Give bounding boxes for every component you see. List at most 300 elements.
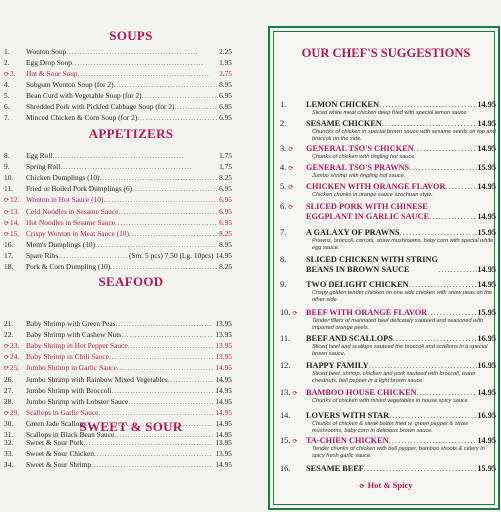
item-name: Baby Shrimp with Cashew Nuts: [26, 330, 122, 340]
item-name: Sweet & Sour Pork: [26, 438, 84, 447]
item-number: [4, 173, 26, 182]
item-name: Wonton Soup: [26, 47, 67, 56]
chef-item-number: [280, 436, 306, 447]
chef-item-name: SESAME BEEF: [306, 464, 364, 473]
item-number: [4, 184, 26, 193]
chef-item-price: 14.95: [477, 388, 496, 397]
appetizers-title: APPETIZERS: [88, 126, 174, 141]
item-price: 14.95: [215, 430, 232, 439]
dot-leader: [121, 330, 213, 339]
item-price: 6.95: [219, 195, 232, 205]
item-number: [4, 319, 26, 328]
item-number: [4, 91, 26, 100]
chef-item-name: BEEF WITH ORANGE FLAVOR: [306, 308, 428, 317]
chef-item-number-text: 1.: [280, 100, 287, 109]
item-price: 8.95: [219, 80, 232, 89]
item-name: Scallops in Black Bean Sauce: [26, 430, 115, 439]
item-number-text: 34.: [4, 460, 14, 469]
item-name: Jumbo Shrimp with Broccoli: [26, 385, 112, 395]
menu-item: [4, 375, 232, 384]
chili-pepper-icon: ⟳: [288, 147, 294, 153]
chef-item-number-text: 8.: [280, 255, 287, 264]
item-name: Egg Roll: [26, 151, 53, 160]
item-number: [4, 58, 26, 67]
dot-leader: [95, 240, 217, 249]
dot-leader: [132, 184, 217, 193]
chef-item: [280, 361, 496, 371]
item-number: [4, 460, 26, 469]
chef-item-number: [280, 464, 306, 474]
chef-item-number: [280, 144, 306, 155]
chili-pepper-icon: ⟳: [4, 72, 10, 78]
chef-item-number-text: 2.: [280, 119, 287, 128]
menu-item: [4, 319, 232, 328]
chef-item-name: BEEF AND SCALLOPS: [306, 334, 393, 343]
menu-item: [4, 102, 232, 111]
menu-item: [4, 330, 232, 339]
chef-item-number-text: 15.: [280, 436, 291, 445]
chef-item-name-line1: SLICED CHICKEN WITH STRING: [306, 255, 438, 264]
item-number-text: 11.: [4, 184, 13, 194]
item-price: 14.95: [215, 385, 232, 395]
item-number-text: 10.: [4, 173, 14, 183]
chef-item: [280, 255, 496, 275]
item-number: [4, 207, 26, 216]
item-price: 14.95: [215, 363, 232, 373]
item-number: [4, 438, 26, 447]
item-name: Spring Roll: [26, 162, 61, 172]
chef-item-number-text: 11.: [280, 334, 291, 343]
chef-item: [280, 202, 496, 222]
item-name: Minced Chicken & Corn Soup (for 2): [26, 113, 138, 122]
dot-leader: [116, 319, 214, 328]
dot-leader: [94, 449, 213, 458]
item-number: [4, 352, 26, 361]
chef-item-name-line2: BEANS IN BROWN SAUCE: [306, 265, 410, 274]
chef-item-number-text: 13.: [280, 388, 291, 397]
chef-item: [280, 280, 496, 290]
dot-leader: [364, 464, 477, 474]
chef-item: [280, 100, 496, 110]
item-name: Wonton in Hot Sauce (10): [26, 195, 104, 205]
chef-item-name: A GALAXY OF PRAWNS: [306, 228, 400, 237]
item-name: Jumbo Shrimp in Garlic Sauce: [26, 363, 117, 373]
menu-item: [4, 386, 232, 395]
dot-leader: [78, 69, 218, 78]
chef-item-price: 15.95: [477, 308, 496, 317]
chef-item-description: Chunks of chicken & steak batter fried w. green pepper & straw mushrooms, baby corn in delicious brown sauce.: [312, 421, 469, 434]
panel-inner-border: [273, 31, 495, 505]
chef-item-price: 16.95: [477, 361, 496, 370]
item-number-text: 9.: [4, 162, 10, 172]
chefs-suggestions-panel: [268, 26, 500, 510]
item-name: Hot Noodles in Sesame Sauce: [26, 217, 116, 227]
item-price: 14.95: [215, 418, 232, 428]
item-number-text: 28.: [4, 396, 14, 406]
item-price: (Sm. 5 pcs) 7.50 (Lg. 10pcs) 14.95: [128, 250, 232, 260]
item-price: 6.95: [219, 91, 232, 100]
item-name: Baby Shrimp in Hot Pepper Sauce: [26, 341, 128, 351]
dot-leader: [60, 162, 217, 171]
chef-item-number-text: 14.: [280, 411, 291, 420]
item-name: Jumbo Shrimp with Rainbow Mixed Vegetables: [26, 374, 168, 384]
item-price: 1.95: [219, 58, 232, 67]
item-number-text: 22.: [4, 330, 14, 340]
chef-item-name-line2: EGGPLANT IN GARLIC SAUCE: [306, 212, 430, 221]
item-name: Baby Shrimp in Chili Sauce: [26, 352, 109, 362]
item-name: Hot & Sour Soup: [26, 69, 78, 78]
chef-item-name: BAMBOO HOUSE CHICKEN: [306, 388, 417, 397]
dot-leader: [110, 262, 217, 271]
dot-leader: [400, 228, 478, 238]
item-number-text: 25.: [10, 363, 20, 373]
menu-item: [4, 151, 232, 160]
dot-leader: [369, 361, 478, 371]
item-price: 1.75: [219, 151, 232, 160]
chef-item-price: 15.95: [477, 163, 496, 172]
item-number-text: 5.: [4, 91, 10, 100]
item-price: 14.95: [215, 396, 232, 406]
menu-item: [4, 47, 232, 56]
chef-item-number: [280, 361, 306, 371]
seafood-title: SEAFOOD: [98, 274, 164, 289]
chef-item-number-text: 10.: [280, 308, 291, 317]
menu-item: [4, 173, 232, 182]
chef-item: [280, 411, 496, 421]
item-name: Scallops in Garlic Sauce: [26, 407, 99, 417]
menu-item: [4, 262, 232, 271]
item-price: 8.25: [219, 173, 232, 183]
menu-item: [4, 162, 232, 171]
item-name: Mom's Dumplings (10): [26, 239, 96, 249]
dot-leader: [118, 207, 217, 216]
item-name: Spare Ribs: [26, 250, 59, 260]
chef-item-price: 14.95: [477, 280, 496, 289]
menu-item: [4, 408, 232, 417]
item-price: 14.95: [215, 460, 232, 469]
chef-item-number-text: 16.: [280, 464, 291, 473]
item-number-text: 31.: [4, 430, 14, 439]
chef-item-description: Sliced beef, shrimp, chicken and pork sauteed with broccoli, water chestnuts, bell pepper in a light brown sauce.: [312, 371, 476, 384]
item-name: Sweet & Sour Shrimp: [26, 460, 92, 469]
item-number: [4, 69, 26, 78]
chili-pepper-icon: ⟳: [4, 231, 10, 238]
item-number-text: 3.: [10, 69, 16, 78]
menu-item: [4, 195, 232, 204]
dot-leader: [393, 334, 477, 344]
item-price: 2.25: [219, 47, 232, 56]
chef-item: [280, 464, 496, 474]
chef-item-price: 16.95: [477, 411, 496, 420]
item-number-text: 17.: [4, 250, 14, 260]
chili-pepper-icon: ⟳: [288, 166, 294, 172]
chili-pepper-icon: ⟳: [4, 366, 10, 373]
item-name: Chicken Dumplings (10): [26, 173, 100, 183]
item-name: Pork & Corn Dumpling (10): [26, 262, 111, 271]
item-name: Egg Drop Soup: [26, 58, 72, 67]
chef-item-price: 14.95: [477, 144, 496, 153]
item-name: Green Jade Scallops: [26, 418, 86, 428]
item-number-text: 1.: [4, 47, 10, 56]
dot-leader: [438, 265, 477, 275]
menu-item: [4, 69, 232, 78]
menu-item: [4, 352, 232, 361]
chef-item-description: Chunks of chicken with tingling hot sauce.: [312, 154, 416, 160]
menu-item: [4, 184, 232, 193]
chili-pepper-icon: ⟳: [4, 198, 10, 205]
item-number: [4, 386, 26, 395]
item-number-text: 29.: [10, 407, 20, 417]
dot-leader: [83, 438, 213, 447]
item-number: [4, 229, 26, 238]
chef-item: [280, 334, 496, 344]
chef-item-price: 14.95: [477, 212, 496, 221]
item-name: Sweet & Sour Chicken: [26, 449, 94, 458]
chef-item: [280, 228, 496, 238]
menu-item: [4, 207, 232, 216]
sweet-sour-title: SWEET & SOUR: [79, 419, 183, 434]
dot-leader: [91, 460, 213, 469]
item-number: [4, 80, 26, 89]
item-price: 13.95: [215, 341, 232, 351]
chili-pepper-icon: ⟳: [292, 311, 298, 317]
item-number-text: 14.: [10, 217, 20, 227]
item-number-text: 18.: [4, 262, 14, 271]
chili-pepper-icon: ⟳: [4, 209, 10, 216]
chef-item-number: [280, 100, 306, 110]
chili-pepper-icon: ⟳: [288, 205, 294, 211]
item-number: [4, 408, 26, 417]
dot-leader: [52, 151, 217, 160]
chef-item-name: TA-CHIEN CHICKEN: [306, 436, 389, 445]
hot-spicy-legend: [274, 480, 498, 490]
menu-item: [4, 460, 232, 469]
item-number-text: 23.: [10, 341, 20, 351]
chef-item-description: Sliced white meat chicken deep fried with special lemon sauce: [312, 110, 467, 116]
item-number-text: 30.: [4, 418, 14, 428]
chef-item-number: [280, 182, 306, 193]
dot-leader: [58, 251, 127, 260]
item-price: 6.95: [219, 217, 232, 227]
chef-item-number-text: 7.: [280, 228, 287, 237]
item-price: 13.95: [215, 330, 232, 340]
dot-leader: [168, 375, 214, 384]
chef-item-number: [280, 334, 306, 344]
item-price: 6.95: [219, 102, 232, 111]
menu-item: [4, 113, 232, 122]
soups-title: SOUPS: [109, 28, 153, 43]
dot-leader: [112, 386, 214, 395]
item-price: 6.95: [219, 184, 232, 194]
dot-leader: [98, 408, 213, 417]
chef-item-name: GENERAL TSO'S PRAWNS: [306, 163, 410, 172]
chef-item-number: [280, 255, 306, 275]
chef-item-number: [280, 163, 306, 174]
item-price: 8.25: [219, 228, 232, 238]
chef-item-name: LEMON CHICKEN: [306, 100, 380, 109]
item-price: 13.95: [215, 449, 232, 458]
chef-item: [280, 119, 496, 129]
dot-leader: [382, 119, 477, 129]
menu-item: [4, 438, 232, 447]
chef-item-number-text: 9.: [280, 280, 287, 289]
item-name: Baby Shrimp with Green Peas: [26, 319, 116, 328]
chef-item-price: 16.95: [477, 334, 496, 343]
chili-pepper-icon: ⟳: [4, 410, 10, 417]
dot-leader: [429, 212, 477, 222]
item-number-text: 4.: [4, 80, 10, 89]
item-price: 1.75: [219, 162, 232, 172]
item-price: 8.25: [219, 262, 232, 271]
item-number: [4, 262, 26, 271]
item-price: 8.95: [219, 239, 232, 249]
item-number: [4, 151, 26, 160]
dot-leader: [389, 411, 477, 421]
chef-item-number-text: 12.: [280, 361, 291, 370]
item-number: [4, 251, 26, 260]
item-number-text: 32.: [4, 438, 14, 447]
chef-item-number: [280, 308, 306, 319]
item-number-text: 6.: [4, 102, 10, 111]
chef-item-price: 14.95: [477, 265, 496, 274]
item-number: [4, 397, 26, 406]
item-name: Subgum Wonton Soup (for 2): [26, 80, 114, 89]
menu-item: [4, 91, 232, 100]
chef-item-number: [280, 202, 306, 222]
item-number-text: 15.: [10, 228, 20, 238]
dot-leader: [100, 173, 218, 182]
item-name: Fried or Boiled Pork Dumplings (6): [26, 184, 133, 194]
dot-leader: [128, 397, 213, 406]
dot-leader: [137, 113, 217, 122]
chef-item-description: Jumbo shrimp with tingling hot sauce.: [312, 173, 406, 179]
chef-item-number-text: 4.: [280, 163, 287, 172]
chef-item-name: GENERAL TSO'S CHICKEN: [306, 144, 414, 153]
chef-item-number: [280, 411, 306, 421]
chef-item-name: [306, 255, 438, 275]
chili-pepper-icon: ⟳: [359, 484, 365, 490]
chef-item-price: 14.95: [477, 119, 496, 128]
item-number-text: 33.: [4, 449, 14, 458]
item-price: 6.95: [219, 206, 232, 216]
chili-pepper-icon: ⟳: [292, 439, 298, 445]
item-price: 14.95: [215, 374, 232, 384]
chef-item-description: Sliced beef and scallops sauteed the broccoli and scallions in a special brown sauce.: [312, 344, 488, 357]
item-number: [4, 162, 26, 171]
dot-leader: [142, 91, 217, 100]
item-price: 14.95: [215, 407, 232, 417]
item-name: Cold Noodles in Sesame Sauce: [26, 206, 119, 216]
dot-leader: [174, 102, 217, 111]
dot-leader: [128, 341, 214, 350]
chili-pepper-icon: ⟳: [292, 391, 298, 397]
chef-item-name: HAPPY FAMILY: [306, 361, 369, 370]
menu-item: [4, 341, 232, 350]
chef-item-description: Tender fillets of marinated beef delicately sauteed and seasoned with imported orange peels.: [312, 318, 484, 331]
menu-item: [4, 449, 232, 458]
chef-item-number-text: 5.: [280, 182, 287, 191]
dot-leader: [117, 363, 214, 372]
chef-item-name-line1: SLICED PORK WITH CHINESE: [306, 202, 428, 211]
chef-item-description: Chuncks of chicken in special brown sauce with sesame seeds on top and broccoli on the side.: [312, 129, 496, 142]
chef-item-number: [280, 388, 306, 399]
chef-item-description: Prawns, broccoli, carrots, straw mushrooms, baby corn with special white egg sauce.: [312, 238, 494, 251]
dot-leader: [114, 80, 218, 89]
chili-pepper-icon: ⟳: [288, 185, 294, 191]
item-number: [4, 363, 26, 372]
chef-item-description: Chunks of chicken with mixed vegetables in house spicy sauce: [312, 398, 468, 404]
item-price: 2.75: [219, 69, 232, 78]
dot-leader: [115, 218, 217, 227]
menu-item: [4, 397, 232, 406]
item-number: [4, 195, 26, 204]
item-number: [4, 341, 26, 350]
item-number-text: 7.: [4, 113, 10, 122]
dot-leader: [409, 280, 478, 290]
chef-item-number: [280, 119, 306, 129]
dot-leader: [109, 352, 213, 361]
chef-item-price: 15.95: [477, 228, 496, 237]
dot-leader: [129, 229, 217, 238]
dot-leader: [72, 58, 217, 67]
menu-item: [4, 218, 232, 227]
item-price: 13.95: [215, 438, 232, 447]
chef-item-name: CHICKEN WITH ORANGE FLAVOR: [306, 182, 446, 191]
item-number: [4, 240, 26, 249]
item-number: [4, 102, 26, 111]
menu-item: [4, 251, 232, 260]
item-number-text: 8.: [4, 151, 10, 160]
menu-item: [4, 363, 232, 372]
chef-item-price: 14.95: [477, 182, 496, 191]
item-number-text: 13.: [10, 206, 20, 216]
chili-pepper-icon: ⟳: [4, 220, 10, 227]
item-name: Bean Curd with Vegetable Soup (for 2): [26, 91, 142, 100]
item-number-text: 21.: [4, 319, 14, 328]
chef-item-name: LOVERS WITH STAR: [306, 411, 390, 420]
menu-item: [4, 80, 232, 89]
chef-item-name: [306, 202, 429, 222]
item-price: 6.95: [219, 113, 232, 122]
item-number: [4, 47, 26, 56]
item-number: [4, 330, 26, 339]
chef-item-description: Crispy golden tender chicken on one side chicken with snow peas on the other side.: [312, 290, 493, 303]
chef-item-description: Tender chunks of chicken with bell pepper, bamboo shoots & celery in spicy fresh garlic sauce.: [312, 446, 485, 459]
menu-item: [4, 229, 232, 238]
legend-label: Hot & Spicy: [367, 480, 413, 490]
dot-leader: [379, 100, 477, 110]
item-number-text: 27.: [4, 385, 14, 395]
item-name: Shredded Pork with Pickled Cabbage Soup (for 2): [26, 102, 175, 111]
menu-item: [4, 240, 232, 249]
chef-item-price: 14.95: [477, 436, 496, 445]
item-number: [4, 375, 26, 384]
item-number-text: 26.: [4, 374, 14, 384]
item-price: 13.95: [215, 319, 232, 328]
chili-pepper-icon: ⟳: [4, 344, 10, 351]
item-number-text: 24.: [10, 352, 20, 362]
chef-item-number: [280, 280, 306, 290]
chef-item-price: 15.95: [477, 464, 496, 473]
chef-item-price: 14.95: [477, 100, 496, 109]
item-name: Crispy Wonton in Meat Sauce (10): [26, 228, 129, 238]
chef-item-name: SESAME CHICKEN: [306, 119, 382, 128]
menu-item: [4, 58, 232, 67]
chef-item-number: [280, 228, 306, 238]
chef-item-description: Chicken chunks in orange sauce szechuan style.: [312, 192, 433, 198]
item-number-text: 12.: [10, 195, 20, 205]
item-number: [4, 218, 26, 227]
